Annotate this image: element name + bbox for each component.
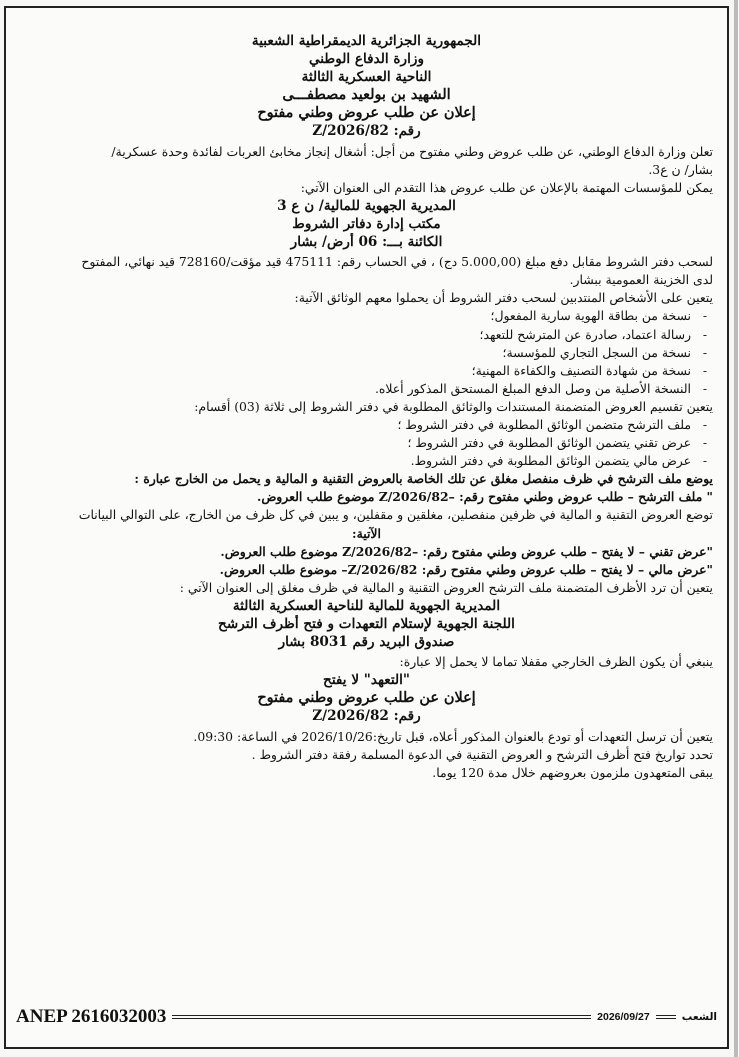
announcement-frame (4, 6, 729, 1049)
intro-line-1: تعلن وزارة الدفاع الوطني، عن طلب عروض وطني مفتوح من أجل: أشغال إنجاز مخابئ العربات لفائدة وحدة عسكرية/ (111, 143, 713, 159)
docs-intro: يتعين على الأشخاص المنتدبين لسحب دفتر الشروط أن يحملوا معهم الوثائق الآتية: (294, 290, 713, 306)
list-item: - ملف الترشح متضمن الوثائق المطلوبة في دفتر الشروط ؛ (20, 416, 691, 434)
page-edge-rule (734, 0, 738, 1057)
address2-line-2: اللجنة الجهوية لإستلام التعهدات و فتح أظرف الترشح (218, 616, 515, 632)
announcement-body (20, 32, 713, 782)
financial-offer-label: "عرض مالي – لا يفتح – طلب عروض وطني مفتوح رقم: 82/Z/2026– موضوع طلب العروض. (219, 561, 713, 577)
candidacy-envelope-label: " ملف الترشح – طلب عروض وطني مفتوح رقم: –82/Z/2026 موضوع طلب العروض. (257, 489, 713, 505)
address1-line-3: الكائنة بـــ: 06 أرض/ بشار (290, 234, 443, 251)
republic-heading: الجمهورية الجزائرية الديمقراطية الشعبية (251, 33, 482, 49)
list-item: - عرض مالي يتضمن الوثائق المطلوبة في دفتر الشروط. (20, 452, 691, 470)
offers-envelope-line-2: الآتية: (352, 525, 381, 541)
ministry-heading: وزارة الدفاع الوطني (308, 51, 425, 68)
sections-intro: يتعين تقسيم العروض المتضمنة المستندات والوثائق المطلوبة في دفتر الشروط إلى ثلاثة (03) أقسام: (194, 398, 713, 414)
list-item: - النسخة الأصلية من وصل الدفع المبلغ المستحق المذكور أعلاه. (20, 380, 691, 398)
martyr-heading: الشهيد بن بولعيد مصطفـــى (282, 86, 451, 104)
sections-list (20, 416, 713, 470)
address2-line-3: صندوق البريد رقم 8031 بشار (278, 634, 455, 651)
pledge-label: "التعهد" لا يفتح (323, 672, 410, 689)
technical-offer-label: "عرض تقني – لا يفتح – طلب عروض وطني مفتوح رقم: –82/Z/2026 موضوع طلب العروض. (220, 543, 713, 559)
outer-announcement-title: إعلان عن طلب عروض وطني مفتوح (257, 689, 476, 707)
footer-rule (172, 1015, 591, 1019)
address1-line-2: مكتب إدارة دفاتر الشروط (292, 215, 441, 232)
docs-list (20, 307, 713, 397)
intro-line-3: يمكن للمؤسسات المهتمة بالإعلان عن طلب عروض هذا التقدم الى العنوان الآتي: (300, 179, 713, 195)
footer-rule (656, 1015, 676, 1019)
newspaper-name: الشعب (681, 1011, 717, 1023)
opening-dates-line: تحدد تواريخ فتح أظرف الترشح و العروض التقنية في الدعوة المسلمة رفقة دفتر الشروط . (251, 746, 713, 762)
outer-announcement-number: رقم: 82/Z/2026 (312, 708, 421, 725)
send-address-line: يتعين أن ترد الأظرف المتضمنة ملف الترشح العروض التقنية و المالية في ظرف مغلق إلى العنوان الآتي : (179, 579, 713, 595)
announcement-number: رقم: 82/Z/2026 (312, 123, 421, 140)
anep-reference: ANEP 2616032003 (16, 1006, 167, 1027)
list-item: - عرض تقني يتضمن الوثائق المطلوبة في دفتر الشروط ؛ (20, 434, 691, 452)
announcement-title: إعلان عن طلب عروض وطني مفتوح (257, 104, 476, 122)
footer-date: 2026/09/27 (597, 1011, 650, 1023)
list-item: - نسخة من بطاقة الهوية سارية المفعول؛ (20, 307, 691, 325)
outer-envelope-line: ينبغي أن يكون الظرف الخارجي مقفلا تماما لا يحمل إلا عبارة: (399, 654, 713, 670)
payment-line-2: لدى الخزينة العمومية ببشار. (569, 272, 713, 288)
payment-line-1: لسحب دفتر الشروط مقابل دفع مبلغ (5.000,00 دج) ، في الحساب رقم: 475111 قيد مؤقت/728160 قيد نهائي، المفتوح (81, 254, 713, 270)
deadline-line: يتعين أن ترسل التعهدات أو تودع بالعنوان المذكور أعلاه، قبل تاريخ:2026/10/26 في الساعة: 09:30. (193, 728, 713, 744)
address2-line-1: المديرية الجهوية للمالية للناحية العسكرية الثالثة (232, 597, 501, 614)
validity-line: يبقى المتعهدون ملزمون بعروضهم خلال مدة 120 يوما. (432, 764, 713, 780)
address1-line-1: المديرية الجهوية للمالية/ ن ع 3 (277, 197, 456, 214)
list-item: - نسخة من السجل التجاري للمؤسسة؛ (20, 344, 691, 362)
candidacy-envelope-line: يوضع ملف الترشح في ظرف منفصل مغلق عن تلك الخاصة بالعروض التقنية و المالية و يحمل من الخارج عبارة : (134, 471, 713, 487)
footer (16, 1005, 717, 1029)
offers-envelope-line-1: توضع العروض التقنية و المالية في ظرفين منفصلين، مغلقين و مقفلين، و يبين في كل ظرف من الخارج، على التوالي البيانات (78, 507, 713, 523)
region-heading: الناحية العسكرية الثالثة (301, 69, 432, 86)
intro-line-2: بشار/ ن ع3. (648, 161, 713, 177)
list-item: - نسخة من شهادة التصنيف والكفاءة المهنية؛ (20, 362, 691, 380)
list-item: - رسالة اعتماد، صادرة عن المترشح للتعهد؛ (20, 326, 691, 344)
